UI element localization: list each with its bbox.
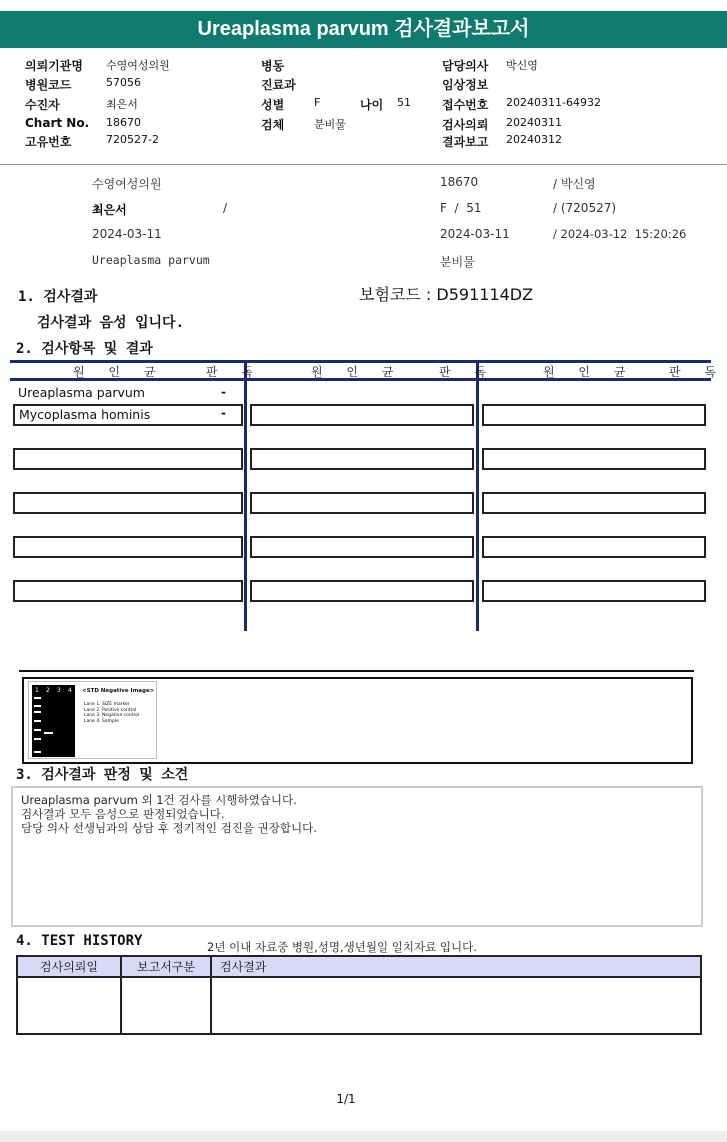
history-cell — [17, 977, 121, 1034]
pi-sex-age: F / 51 — [440, 201, 482, 215]
gel-caption-line: Lane 2. Positive control — [84, 707, 137, 713]
pi-specimen: 분비물 — [440, 255, 475, 269]
section1-title: 1. 검사결과 — [18, 289, 98, 305]
insurance-code: 보험코드 : D591114DZ — [359, 285, 534, 304]
pi-clinic: 수영여성의원 — [92, 177, 162, 191]
history-cell — [211, 977, 701, 1034]
header-value-patient: 최은서 — [106, 98, 138, 111]
header-label-clinic: 의뢰기관명 — [25, 59, 83, 73]
pi-test: Ureaplasma parvum — [92, 253, 210, 267]
gel-band — [44, 732, 53, 734]
header-label-specimen: 검체 — [261, 118, 285, 132]
header-label-report-date: 결과보고 — [442, 135, 489, 149]
opinion-line: 검사결과 모두 음성으로 판정되었습니다. — [21, 807, 225, 821]
pi-chart: 18670 — [440, 175, 479, 189]
header-label-chart: Chart No. — [25, 116, 90, 130]
history-row-empty — [17, 977, 701, 1034]
header-value-unique-no: 720527-2 — [106, 133, 159, 146]
pi-slash: / — [223, 201, 228, 215]
gel-lane-label: 2 — [46, 687, 50, 694]
header-value-request-date: 20240311 — [506, 116, 562, 129]
header-value-specimen: 분비물 — [314, 118, 346, 131]
result-box-1 — [13, 404, 243, 426]
gel-caption-title: <STD Negative Image> — [82, 688, 155, 694]
gel-caption-line: Lane 3. Negative control — [84, 713, 140, 718]
pi-report-datetime: / 2024-03-12 15:20:26 — [553, 227, 687, 241]
result-box-empty — [13, 492, 243, 514]
result-organism-2: Mycoplasma hominis — [19, 407, 151, 422]
header-label-age: 나이 — [360, 98, 384, 112]
col-header-organism-3: 원 인 균 — [543, 365, 636, 379]
result-box-empty — [250, 580, 474, 602]
header-value-age: 51 — [397, 96, 411, 109]
gel-band — [34, 697, 41, 699]
page-bottom-strip — [0, 1131, 727, 1142]
gel-band — [34, 705, 41, 707]
opinion-box — [11, 786, 703, 927]
header-label-receipt-no: 접수번호 — [442, 98, 489, 112]
history-table — [16, 955, 702, 1035]
header-label-request-date: 검사의뢰 — [442, 118, 489, 132]
header-value-hospital-code: 57056 — [106, 76, 141, 89]
section1-result: 검사결과 음성 입니다. — [37, 315, 185, 331]
gel-caption-line: Lane 1. SIZE marker — [84, 702, 130, 707]
header-label-patient: 수진자 — [25, 98, 60, 112]
header-divider — [0, 164, 727, 165]
header-label-sex: 성별 — [261, 98, 285, 112]
result-box-empty — [13, 580, 243, 602]
result-box-empty — [250, 492, 474, 514]
history-col-request-date: 검사의뢰일 — [17, 956, 121, 977]
section4-title: 4. TEST HISTORY — [16, 933, 143, 949]
header-label-doctor: 담당의사 — [442, 59, 489, 73]
gel-band — [34, 729, 41, 731]
result-box-empty — [250, 404, 474, 426]
header-value-report-date: 20240312 — [506, 133, 562, 146]
history-note: 2년 이내 자료중 병원,성명,생년월일 일치자료 입니다. — [207, 940, 477, 954]
pi-receive-date: 2024-03-11 — [440, 227, 510, 241]
history-cell — [121, 977, 211, 1034]
col-header-judge-1: 판 독 — [206, 365, 263, 379]
results-col-divider-2 — [476, 360, 479, 631]
result-judge-2: - — [221, 406, 226, 420]
result-judge-1: - — [221, 385, 226, 399]
header-label-clinical-info: 임상정보 — [442, 78, 489, 92]
header-label-hospital-code: 병원코드 — [25, 78, 72, 92]
header-value-sex: F — [314, 96, 321, 109]
gel-caption — [84, 702, 139, 724]
header-value-doctor: 박신영 — [506, 59, 538, 72]
opinion-line: 담당 의사 선생님과의 상담 후 정기적인 검진을 권장합니다. — [21, 821, 317, 835]
result-box-empty — [482, 448, 706, 470]
pi-id-short: / (720527) — [553, 201, 617, 215]
gel-image-panel — [28, 681, 157, 759]
pi-name: 최은서 — [92, 203, 127, 217]
gel-caption-line: Lane 4. Sample — [84, 718, 119, 724]
result-box-empty — [250, 536, 474, 558]
header-value-clinic: 수영여성의원 — [106, 59, 170, 72]
gel-band — [34, 720, 41, 722]
pi-request-date: 2024-03-11 — [92, 227, 162, 241]
result-box-empty — [13, 448, 243, 470]
gel-lane-label: 3 — [57, 687, 61, 694]
gel-band — [34, 751, 41, 753]
result-organism-1: Ureaplasma parvum — [18, 385, 145, 400]
col-header-judge-2: 판 독 — [439, 365, 496, 379]
page-number: 1/1 — [336, 1092, 356, 1106]
result-box-empty — [482, 404, 706, 426]
col-header-organism-2: 원 인 균 — [311, 365, 404, 379]
history-col-report-type: 보고서구분 — [121, 956, 211, 977]
gel-lane-label: 1 — [35, 687, 39, 694]
history-header-row — [17, 956, 701, 977]
result-box-empty — [482, 580, 706, 602]
header-label-unique-no: 고유번호 — [25, 135, 72, 149]
result-box-empty — [13, 536, 243, 558]
header-label-department: 진료과 — [261, 78, 296, 92]
header-label-ward: 병동 — [261, 59, 285, 73]
gel-top-rule — [19, 670, 694, 672]
result-box-empty — [250, 448, 474, 470]
header-value-receipt-no: 20240311-64932 — [506, 96, 601, 109]
header-value-chart: 18670 — [106, 116, 141, 129]
gel-image — [32, 685, 75, 757]
pi-doctor: / 박신영 — [553, 177, 596, 191]
result-box-empty — [482, 492, 706, 514]
history-col-result: 검사결과 — [211, 956, 701, 977]
section2-title: 2. 검사항목 및 결과 — [16, 341, 153, 357]
col-header-organism-1: 원 인 균 — [73, 365, 166, 379]
section3-title: 3. 검사결과 판정 및 소견 — [16, 767, 189, 783]
report-title: Ureaplasma parvum 검사결과보고서 — [0, 11, 727, 48]
opinion-line: Ureaplasma parvum 외 1건 검사를 시행하였습니다. — [21, 793, 297, 807]
result-box-empty — [482, 536, 706, 558]
col-header-judge-3: 판 독 — [669, 365, 726, 379]
gel-band — [34, 738, 41, 740]
gel-band — [34, 711, 41, 713]
gel-lane-label: 4 — [68, 687, 72, 694]
results-col-divider-1 — [244, 360, 247, 631]
